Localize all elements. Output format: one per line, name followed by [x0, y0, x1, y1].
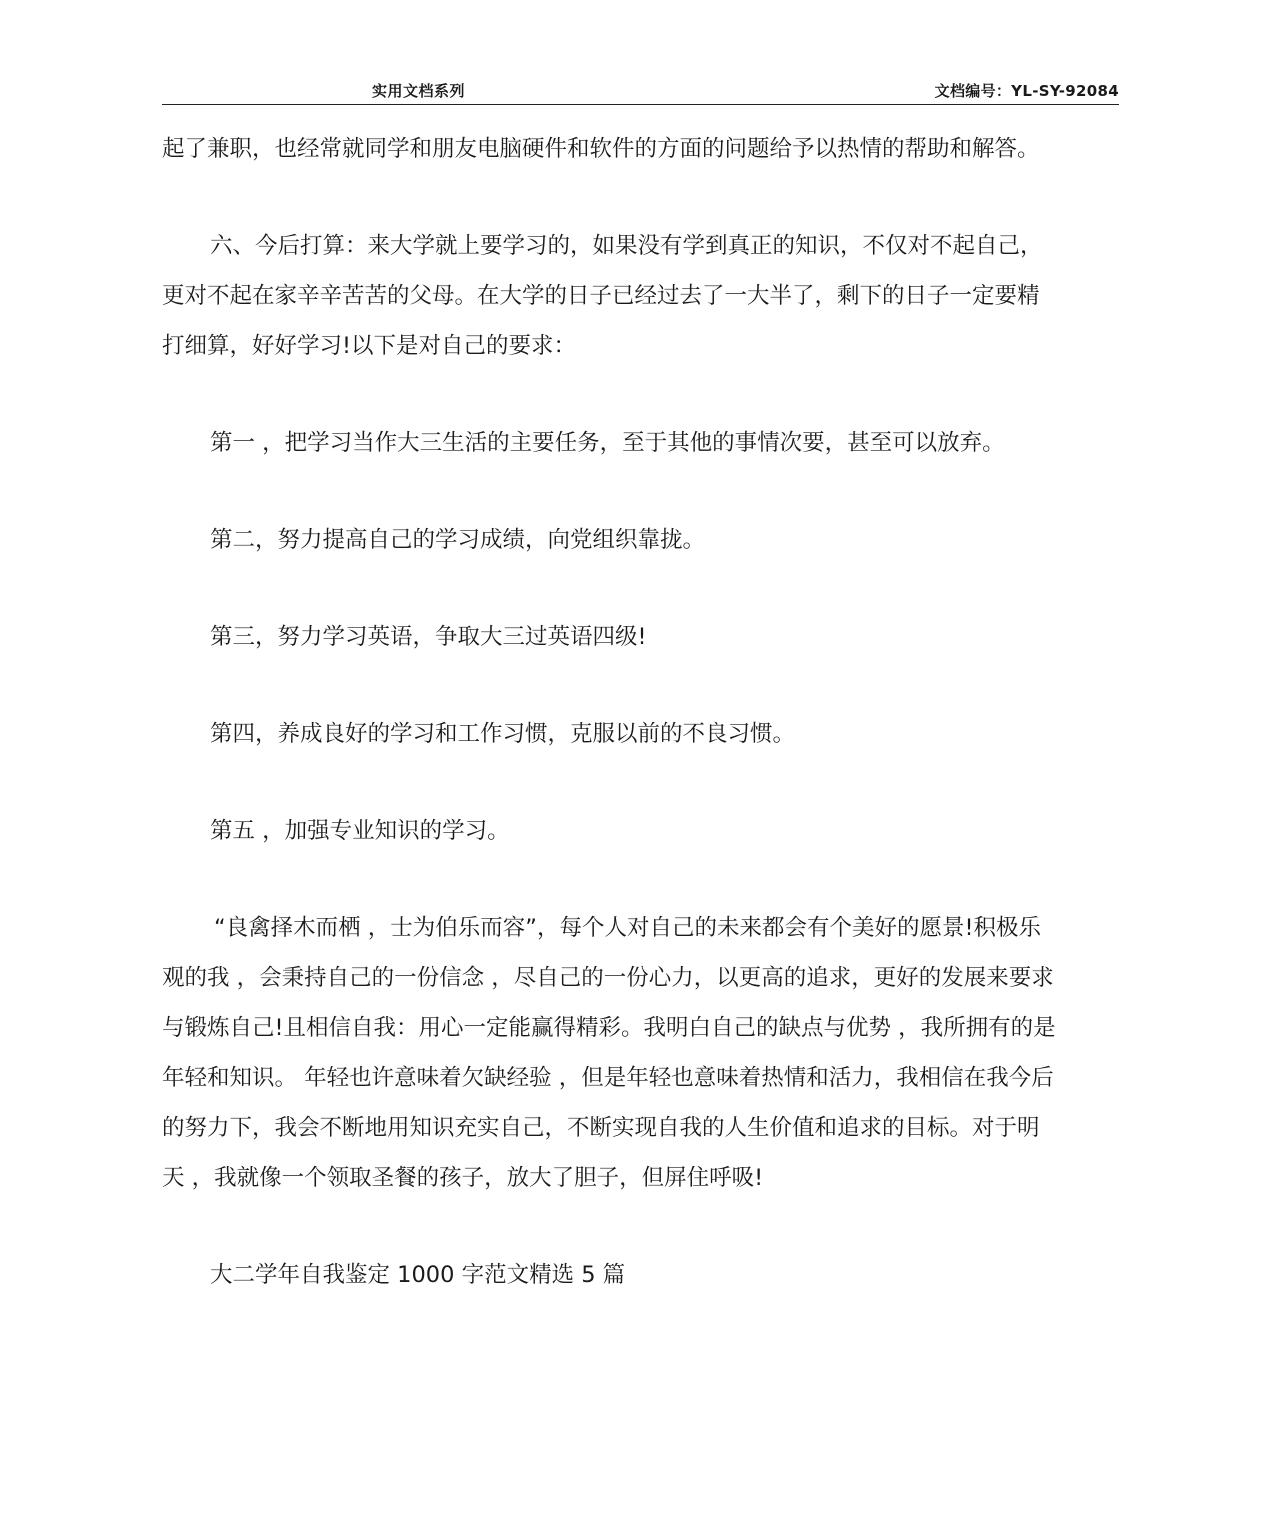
- text-line: 大二学年自我鉴定 1000 字范文精选 5 篇: [210, 1262, 626, 1288]
- paragraph-continuation: [162, 124, 1122, 174]
- text-line: 第二，努力提高自己的学习成绩，向党组织靠拢。: [210, 527, 706, 553]
- text-line: 天 ，我就像一个领取圣餐的孩子，放大了胆子，但屏住呼吸!: [162, 1165, 764, 1191]
- text-line: 第五 ，加强专业知识的学习。: [210, 818, 510, 844]
- text-line: 更对不起在家辛辛苦苦的父母。在大学的日子已经过去了一大半了，剩下的日子一定要精: [162, 283, 1040, 309]
- paragraph-gap: [162, 1203, 1122, 1250]
- paragraph-conclusion: [162, 903, 1122, 1203]
- page-header: [162, 80, 1119, 105]
- paragraph-fifth: [162, 806, 1122, 856]
- paragraph-gap: [162, 174, 1122, 221]
- paragraph-gap: [162, 468, 1122, 515]
- paragraph-gap: [162, 371, 1122, 418]
- paragraph-first: [162, 418, 1122, 468]
- paragraph-gap: [162, 856, 1122, 903]
- text-line: 起了兼职，也经常就同学和朋友电脑硬件和软件的方面的问题给予以热情的帮助和解答。: [162, 136, 1040, 162]
- paragraph-second: [162, 515, 1122, 565]
- header-series-title: 实用文档系列: [372, 82, 466, 100]
- text-line: 第三，努力学习英语，争取大三过英语四级!: [210, 624, 647, 650]
- text-line: 观的我 ，会秉持自己的一份信念 ，尽自己的一份心力，以更高的追求，更好的发展来要求: [162, 965, 1054, 991]
- text-line: 的努力下，我会不断地用知识充实自己，不断实现自我的人生价值和追求的目标。对于明: [162, 1115, 1040, 1141]
- text-line: 与锻炼自己!且相信自我：用心一定能赢得精彩。我明白自己的缺点与优势 ，我所拥有的是: [162, 1015, 1056, 1041]
- text-line: 年轻和知识。 年轻也许意味着欠缺经验 ，但是年轻也意味着热情和活力，我相信在我今后: [162, 1065, 1054, 1091]
- text-line: 六、今后打算：来大学就上要学习的，如果没有学到真正的知识，不仅对不起自己，: [210, 233, 1043, 259]
- paragraph-fourth: [162, 709, 1122, 759]
- text-line: 第一 ，把学习当作大三生活的主要任务，至于其他的事情次要，甚至可以放弃。: [210, 430, 1005, 456]
- paragraph-third: [162, 612, 1122, 662]
- text-line: “良禽择木而栖 ，士为伯乐而容”，每个人对自己的未来都会有个美好的愿景!积极乐: [214, 915, 1041, 941]
- paragraph-future-plans: [162, 221, 1122, 371]
- text-line: 打细算，好好学习!以下是对自己的要求：: [162, 333, 577, 359]
- paragraph-gap: [162, 565, 1122, 612]
- header-doc-number: 文档编号：YL-SY-92084: [934, 82, 1119, 100]
- paragraph-gap: [162, 759, 1122, 806]
- paragraph-gap: [162, 662, 1122, 709]
- document-body: [162, 124, 1122, 1300]
- text-line: 第四，养成良好的学习和工作习惯，克服以前的不良习惯。: [210, 721, 796, 747]
- paragraph-next-title: [162, 1250, 1122, 1300]
